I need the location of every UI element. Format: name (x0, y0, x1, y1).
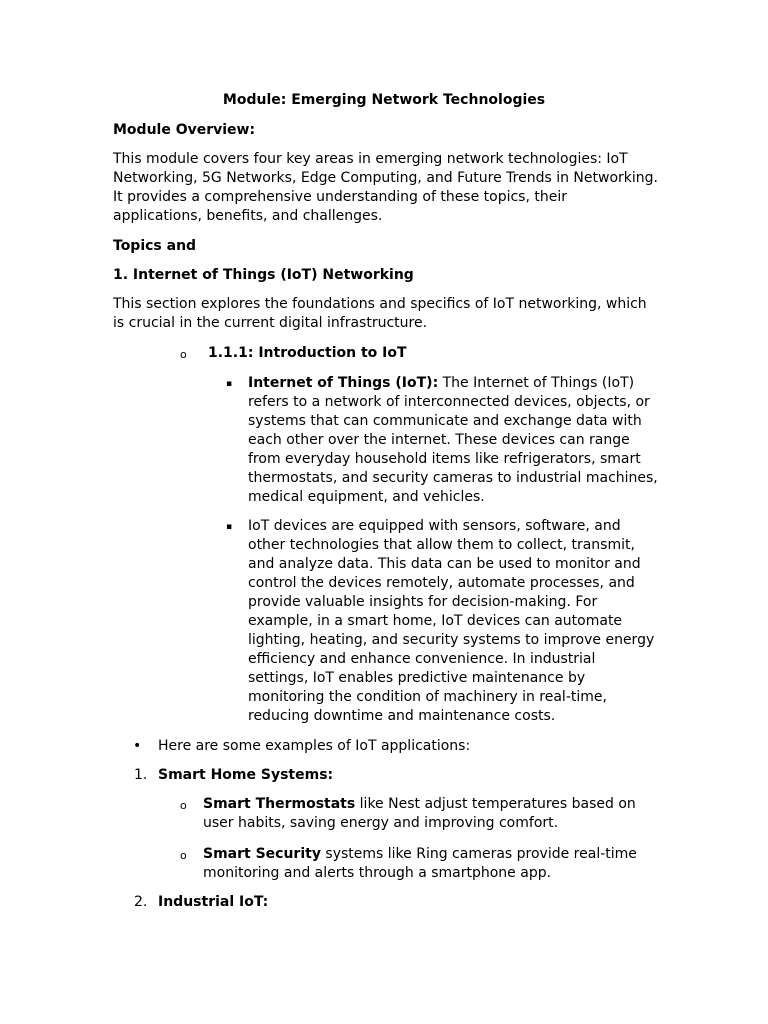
disc-bullet-marker: • (133, 738, 142, 754)
bullet-text: IoT devices are equipped with sensors, software, and other technologies that allow them to collect, transmit, and analyze data. This data can be used to monitor and control the devices remotely, automate processes, and provide valuable insights for decision-making. For example, in a smart home, IoT devices can automate lighting, heating, and security systems to improve energy efficiency and enhance convenience. In industrial settings, IoT enables predictive maintenance by monitoring the condition of machinery in real-time, reducing downtime and maintenance costs. (248, 518, 655, 724)
square-bullet-marker: ▪ (226, 379, 233, 389)
topics-heading: Topics and (113, 238, 197, 254)
subitem-paragraph (203, 795, 658, 833)
overview-heading: Module Overview: (113, 122, 256, 138)
circle-bullet-marker: o (180, 849, 187, 862)
circle-bullet-marker: o (180, 348, 187, 361)
document-title: Module: Emerging Network Technologies (222, 92, 546, 108)
bullet-text: The Internet of Things (IoT) refers to a network of interconnected devices, objects, or systems that can communicate and exchange data with each other over the internet. These devices can range from everyday household items like refrigerators, smart thermostats, and security cameras to industrial machines, medical equipment, and vehicles. (248, 375, 658, 505)
overview-paragraph: This module covers four key areas in emerging network technologies: IoT Networking, 5G Networks, Edge Computing, and Future Trends in Networking. It provides a comprehensive understanding of these topics, their applications, benefits, and challenges. (113, 151, 658, 224)
bullet-paragraph (248, 374, 658, 507)
item-label: Industrial IoT: (158, 894, 269, 910)
circle-bullet-marker: o (180, 799, 187, 812)
square-bullet-marker: ▪ (226, 522, 233, 532)
subitem-paragraph (203, 845, 658, 883)
section-intro-paragraph: This section explores the foundations and specifics of IoT networking, which is crucial in the current digital infrastructure. (113, 296, 647, 331)
subsection-heading: 1.1.1: Introduction to IoT (208, 345, 407, 361)
bullet-paragraph (248, 517, 658, 726)
item-number: 1. (134, 767, 148, 783)
bullet-term: Internet of Things (IoT): (248, 375, 439, 391)
subitem-term: Smart Thermostats (203, 796, 356, 812)
subitem-term: Smart Security (203, 846, 321, 862)
item-number: 2. (134, 894, 148, 910)
examples-intro: Here are some examples of IoT applications: (158, 738, 471, 754)
subitem-text: like Nest adjust temperatures based on user habits, saving energy and improving comfort. (203, 796, 636, 831)
section-heading: 1. Internet of Things (IoT) Networking (113, 267, 414, 283)
subitem-text: systems like Ring cameras provide real-time monitoring and alerts through a smartphone app. (203, 846, 637, 881)
item-label: Smart Home Systems: (158, 767, 334, 783)
